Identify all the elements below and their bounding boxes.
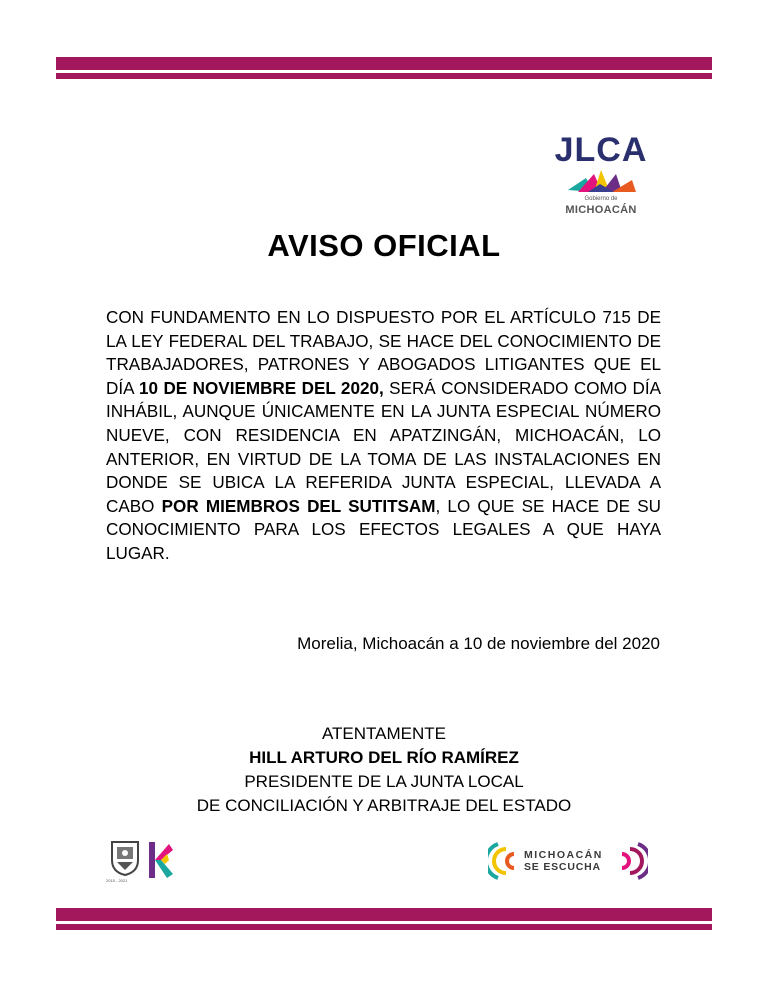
michoacan-se-escucha-logo	[488, 840, 648, 882]
body-part-3: , LO QUE SE HACE DE SU CONOCIMIENTO PARA LOS EFECTOS LEGALES A QUE HAYA LUGAR.	[106, 496, 661, 563]
state-seal-icon	[106, 838, 144, 876]
bottom-decorative-band	[56, 908, 712, 930]
escucha-line-1: MICHOACÁN	[524, 849, 603, 861]
seal-years: 2015 - 2021	[106, 878, 128, 883]
body-responsible: POR MIEMBROS DEL SUTITSAM	[161, 496, 436, 516]
footer-left-logos	[106, 838, 176, 884]
signer-position-1: PRESIDENTE DE LA JUNTA LOCAL	[244, 772, 524, 791]
jlca-mark-icon	[564, 168, 638, 196]
signer-name: HILL ARTURO DEL RÍO RAMÍREZ	[249, 748, 519, 767]
sound-waves-right-icon	[614, 840, 648, 882]
state-label: MICHOACÁN	[565, 204, 637, 216]
signature-block	[0, 722, 768, 818]
page-title: AVISO OFICIAL	[267, 228, 501, 263]
body-part-1: CON FUNDAMENTO EN LO DISPUESTO POR EL ARTÍCULO 715 DE LA LEY FEDERAL DEL TRABAJO, SE HACE DEL CONOCIMIENTO DE TRABAJADORES, PATRONES Y ABOGADOS LITIGANTES QUE EL DÍA	[106, 308, 661, 398]
closing: ATENTAMENTE	[321, 724, 447, 743]
jlca-acronym: JLCA	[554, 131, 648, 169]
sound-waves-left-icon	[488, 840, 522, 882]
k-logo-icon	[149, 842, 173, 878]
notice-body	[106, 306, 661, 566]
jlca-logo	[546, 132, 656, 222]
escucha-line-2: SE ESCUCHA	[524, 861, 601, 873]
place-date: Morelia, Michoacán a 10 de noviembre del 2020	[297, 634, 660, 653]
body-part-2: SERÁ CONSIDERADO COMO DÍA INHÁBIL, AUNQUE ÚNICAMENTE EN LA JUNTA ESPECIAL NÚMERO NUEVE, CON RESIDENCIA EN APATZINGÁN, MICHOACÁN, LO ANTERIOR, EN VIRTUD DE LA TOMA DE LAS INSTALACIONES EN DONDE SE UBICA LA REFERIDA JUNTA ESPECIAL, LLEVADA A CABO	[106, 378, 661, 516]
top-decorative-band	[56, 57, 712, 79]
body-date: 10 DE NOVIEMBRE DEL 2020,	[139, 378, 384, 398]
gov-label: Gobierno de	[584, 196, 618, 202]
signer-position-2: DE CONCILIACIÓN Y ARBITRAJE DEL ESTADO	[196, 796, 572, 815]
